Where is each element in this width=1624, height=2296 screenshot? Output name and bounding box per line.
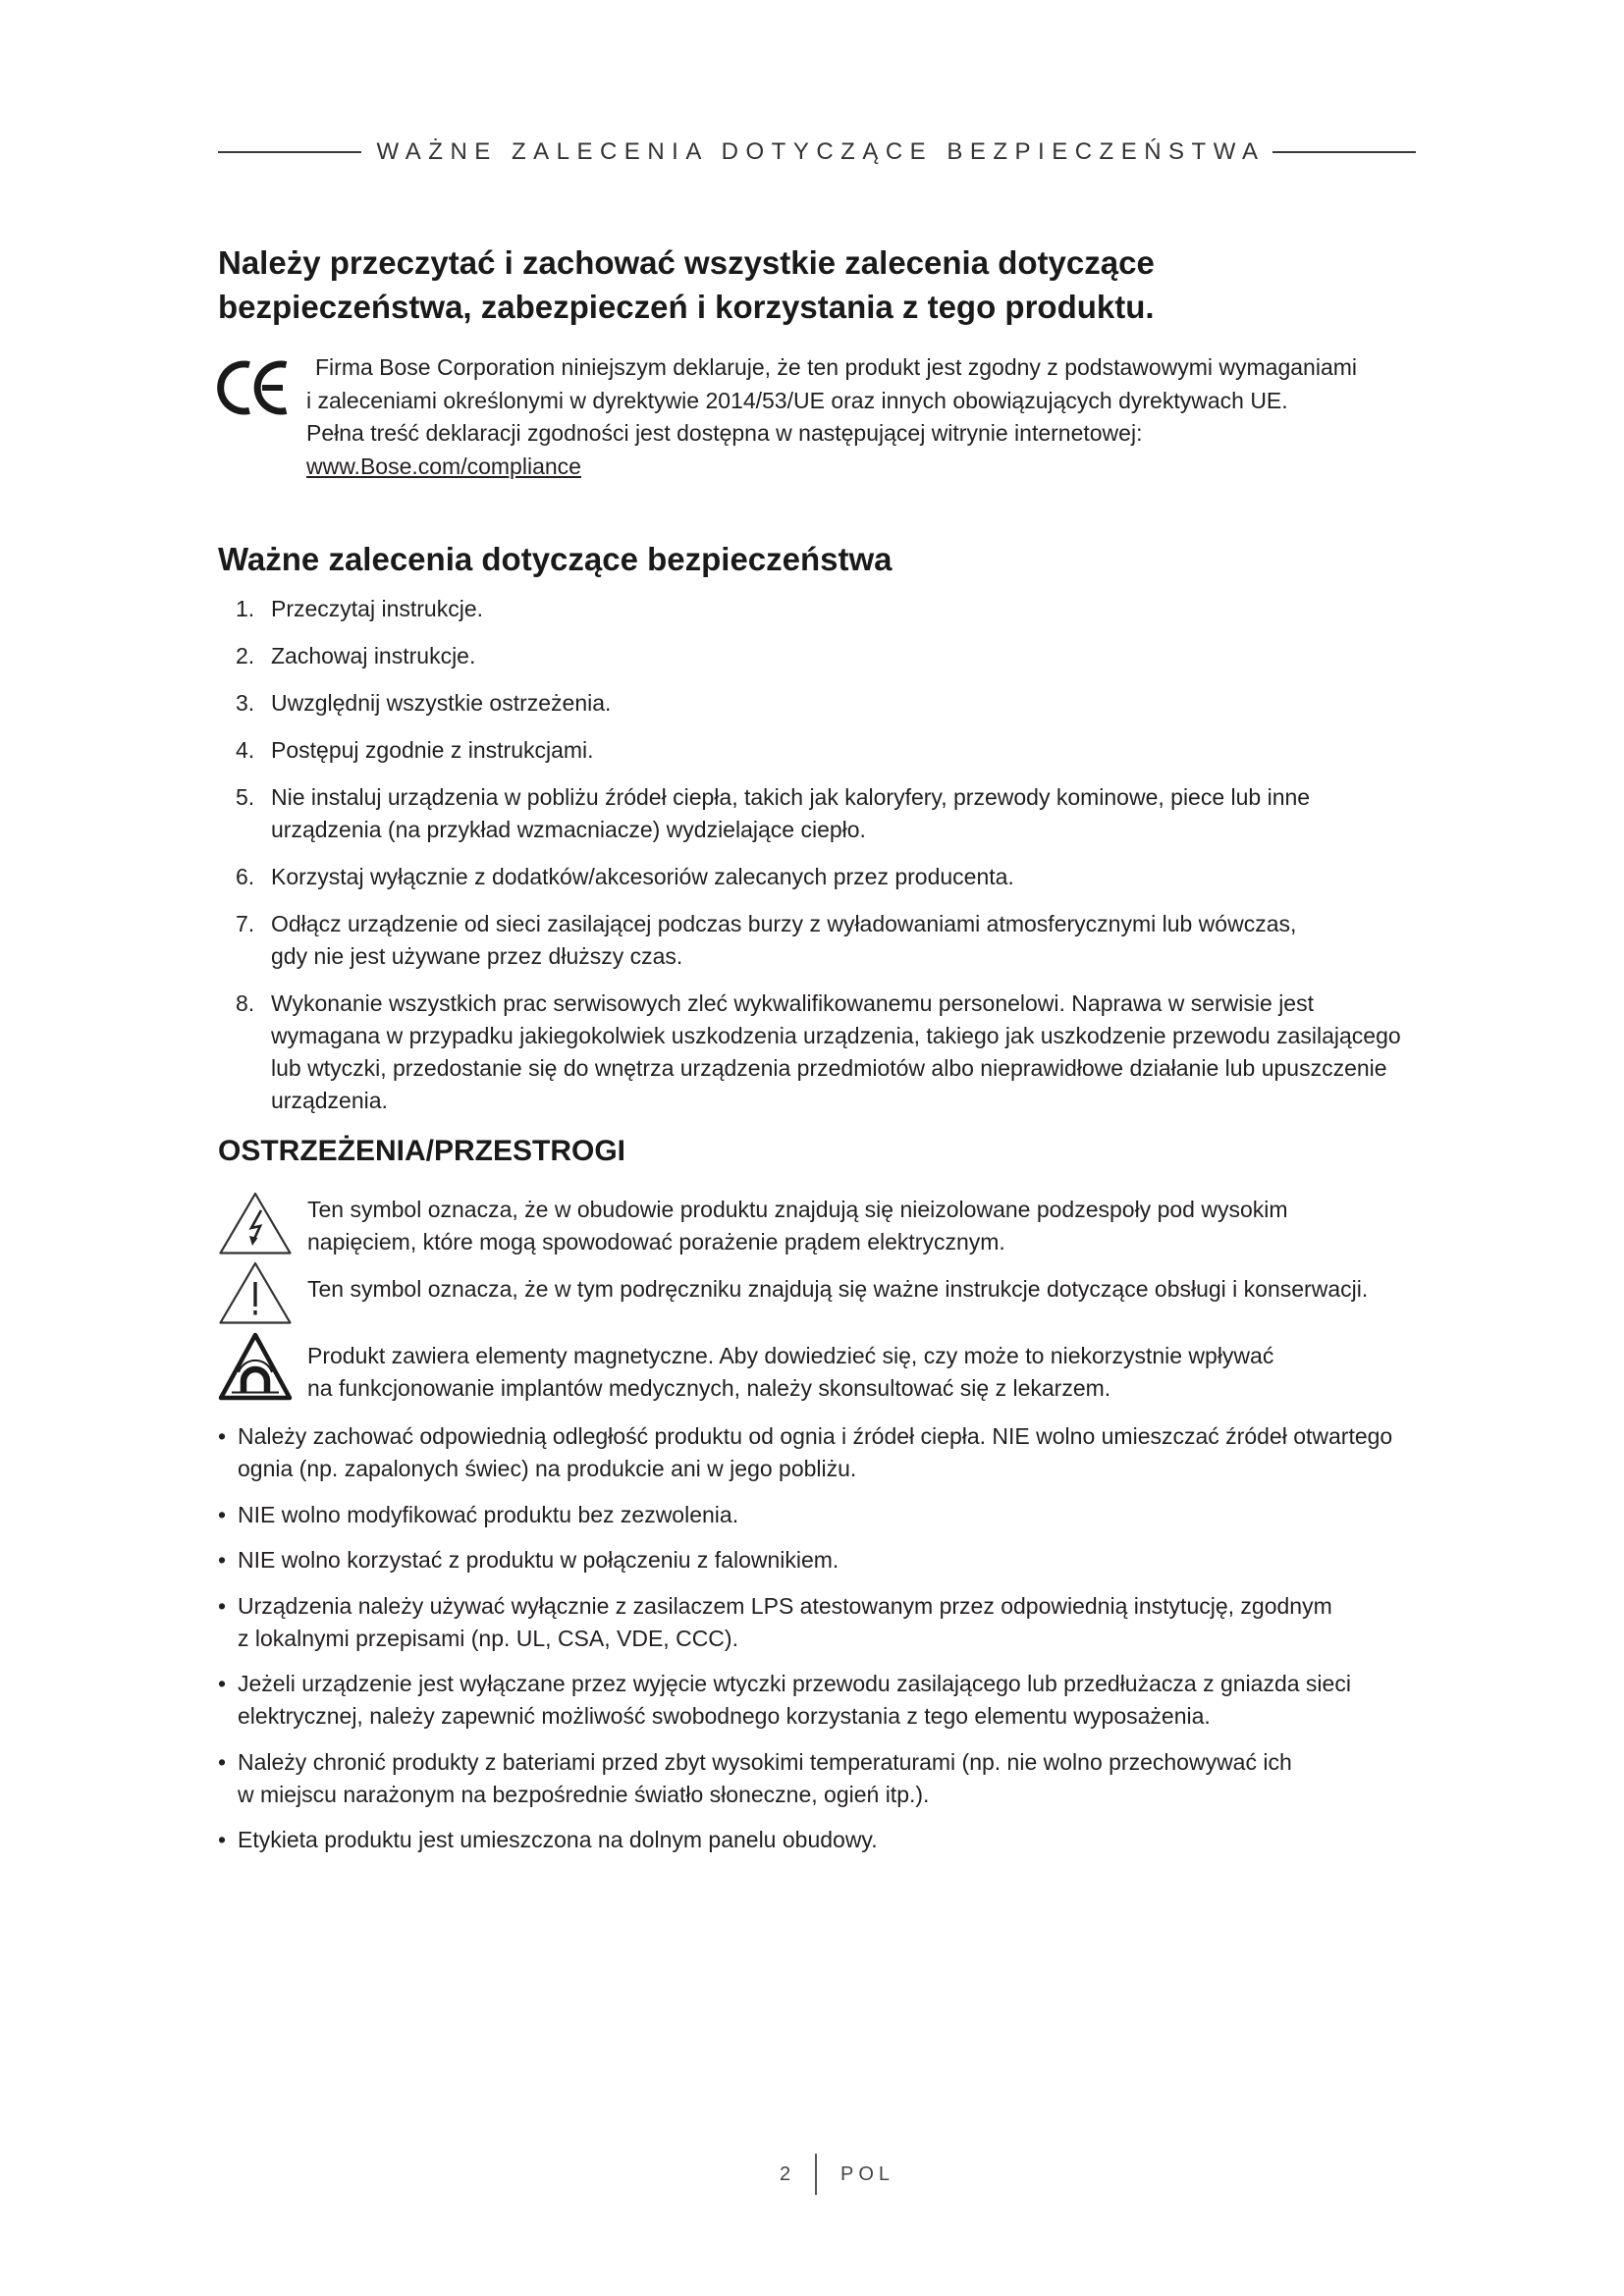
ce-text-line: Firma Bose Corporation niniejszym deklaruje, że ten produkt jest zgodny z podstawowymi wymaganiami (315, 354, 1358, 380)
item-text: Wykonanie wszystkich prac serwisowych zleć wykwalifikowanemu personelowi. Naprawa w serwisie jest (271, 990, 1314, 1016)
bullet-text: elektrycznej, należy zapewnić możliwość swobodnego korzystania z tego elementu wyposażenia. (238, 1703, 1211, 1729)
warning-symbol-text (307, 1340, 1273, 1405)
list-item (236, 593, 1401, 625)
item-text: Zachowaj instrukcje. (271, 643, 476, 668)
list-item (218, 1544, 1392, 1576)
bullet-text: z lokalnymi przepisami (np. UL, CSA, VDE, CCC). (238, 1625, 738, 1651)
title-line: Należy przeczytać i zachować wszystkie zalecenia dotyczące (218, 244, 1155, 281)
magnet-warning-icon (218, 1331, 293, 1402)
item-number: 5. (236, 784, 255, 810)
bullet-text: Etykieta produktu jest umieszczona na dolnym panelu obudowy. (238, 1827, 878, 1852)
language-code: POL (840, 2163, 895, 2185)
bullet-text: NIE wolno modyfikować produktu bez zezwolenia. (238, 1501, 739, 1527)
item-text: urządzenia. (271, 1088, 388, 1113)
safety-instructions-list (236, 593, 1401, 1132)
item-text: Odłącz urządzenie od sieci zasilającej podczas burzy z wyładowaniami atmosferycznymi lub wówczas, (271, 911, 1297, 936)
bullet-marker: • (218, 1501, 227, 1527)
title-line: bezpieczeństwa, zabezpieczeń i korzystania z tego produktu. (218, 289, 1155, 325)
list-item (236, 687, 1401, 720)
bullet-text: Należy zachować odpowiednią odległość produktu od ognia i źródeł ciepła. NIE wolno umieszczać źródeł otwartego (238, 1423, 1393, 1449)
bullet-text: w miejscu narażonym na bezpośrednie światło słoneczne, ogień itp.). (238, 1781, 930, 1807)
item-text: Uwzględnij wszystkie ostrzeżenia. (271, 690, 612, 716)
bullet-marker: • (218, 1547, 227, 1573)
list-item (236, 781, 1401, 846)
item-text: Nie instaluj urządzenia w pobliżu źródeł ciepła, takich jak kaloryfery, przewody kominowe, piece lub inne (271, 784, 1311, 810)
header-title: WAŻNE ZALECENIA DOTYCZĄCE BEZPIECZEŃSTWA (376, 138, 1266, 165)
item-number: 7. (236, 911, 255, 936)
item-text: urządzenia (na przykład wzmacniacze) wydzielające ciepło. (271, 817, 866, 842)
item-text: wymagana w przypadku jakiegokolwiek uszkodzenia urządzenia, takiego jak uszkodzenie przewodu zasilającego (271, 1023, 1401, 1048)
list-item (236, 908, 1401, 973)
ce-mark-icon (216, 360, 293, 415)
item-text: Korzystaj wyłącznie z dodatków/akcesoriów zalecanych przez producenta. (271, 864, 1014, 889)
bullet-marker: • (218, 1748, 227, 1775)
page-number: 2 (780, 2163, 791, 2185)
bullet-marker: • (218, 1423, 227, 1449)
item-number: 8. (236, 990, 255, 1016)
bullet-text: Jeżeli urządzenie jest wyłączane przez wyjęcie wtyczki przewodu zasilającego lub przedłużacza z gniazda sieci (238, 1671, 1351, 1696)
list-item (218, 1590, 1392, 1655)
list-item (218, 1746, 1392, 1811)
item-text: Przeczytaj instrukcje. (271, 596, 484, 621)
page-title (218, 240, 1155, 329)
list-item (218, 1499, 1392, 1531)
ce-declaration (306, 351, 1357, 483)
warnings-heading: OSTRZEŻENIA/PRZESTROGI (218, 1135, 626, 1167)
warning-text-line: na funkcjonowanie implantów medycznych, należy skonsultować się z lekarzem. (307, 1375, 1111, 1401)
item-number: 6. (236, 864, 255, 889)
list-item (218, 1824, 1392, 1856)
header-rule-left (218, 151, 361, 153)
compliance-link[interactable]: www.Bose.com/compliance (306, 453, 581, 479)
warning-text-line: Ten symbol oznacza, że w tym podręczniku znajdują się ważne instrukcje dotyczące obsługi i konserwacji. (307, 1276, 1369, 1302)
list-item (218, 1668, 1392, 1733)
item-number: 3. (236, 690, 255, 716)
bullet-marker: • (218, 1592, 227, 1619)
warning-symbol-text (307, 1194, 1288, 1258)
footer-divider (815, 2154, 817, 2195)
electric-shock-warning-icon (218, 1191, 293, 1255)
list-item (236, 861, 1401, 893)
bullet-marker: • (218, 1827, 227, 1852)
item-number: 4. (236, 737, 255, 763)
warnings-bullet-list (218, 1420, 1392, 1870)
bullet-text: NIE wolno korzystać z produktu w połączeniu z falownikiem. (238, 1547, 839, 1573)
ce-text-line: Pełna treść deklaracji zgodności jest dostępna w następującej witrynie internetowej: (306, 420, 1143, 446)
section-header (218, 134, 1416, 170)
header-rule-right (1272, 151, 1416, 153)
list-item (236, 988, 1401, 1117)
item-text: gdy nie jest używane przez dłuższy czas. (271, 943, 683, 969)
warning-symbol-text (307, 1273, 1368, 1306)
exclamation-warning-icon (218, 1260, 293, 1325)
safety-heading: Ważne zalecenia dotyczące bezpieczeństwa (218, 541, 893, 577)
list-item (236, 640, 1401, 672)
item-text: lub wtyczki, przedostanie się do wnętrza urządzenia przedmiotów albo nieprawidłowe działanie lub upuszczenie (271, 1055, 1387, 1081)
item-number: 2. (236, 643, 255, 668)
warning-text-line: Ten symbol oznacza, że w obudowie produktu znajdują się nieizolowane podzespoły pod wysokim (307, 1197, 1288, 1222)
item-number: 1. (236, 596, 255, 621)
list-item (236, 734, 1401, 767)
bullet-marker: • (218, 1671, 227, 1696)
list-item (218, 1420, 1392, 1485)
bullet-text: Urządzenia należy używać wyłącznie z zasilaczem LPS atestowanym przez odpowiednią instytucję, zgodnym (238, 1592, 1332, 1619)
item-text: Postępuj zgodnie z instrukcjami. (271, 737, 594, 763)
ce-text-line: i zaleceniami określonymi w dyrektywie 2014/53/UE oraz innych obowiązujących dyrektywach UE. (306, 387, 1288, 413)
warning-text-line: Produkt zawiera elementy magnetyczne. Aby dowiedzieć się, czy może to niekorzystnie wpływać (307, 1343, 1274, 1368)
bullet-text: ognia (np. zapalonych świec) na produkcie ani w jego pobliżu. (238, 1456, 857, 1481)
bullet-text: Należy chronić produkty z bateriami przed zbyt wysokimi temperaturami (np. nie wolno przechowywać ich (238, 1748, 1292, 1775)
warning-text-line: napięciem, które mogą spowodować porażenie prądem elektrycznym. (307, 1229, 1005, 1255)
